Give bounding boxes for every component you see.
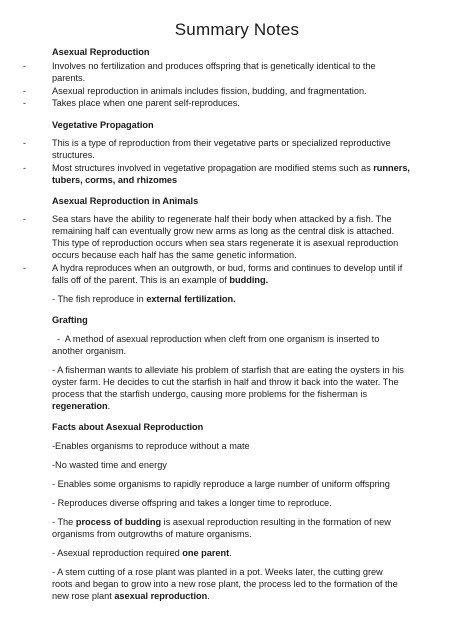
text-line: - Enables some organisms to rapidly reproduce a large number of uniform offspring <box>52 479 390 489</box>
text-line <box>52 590 424 602</box>
page-title: Summary Notes <box>174 20 300 39</box>
text-line: This is a type of reproduction from their vegetative parts or specialized reproductive <box>52 138 391 148</box>
text-line: - A stem cutting of a rose plant was planted in a pot. Weeks later, the cutting grew <box>52 567 383 577</box>
text-line <box>52 547 424 559</box>
text-line: remaining half can eventually grow new arms as long as the central disk is attached. <box>52 226 395 236</box>
heading-asexual-reproduction: Asexual Reproduction <box>52 47 150 57</box>
text-line: process that the starfish undergo, causing more problems for the fisherman is <box>52 389 368 399</box>
bold-term: external fertilization. <box>146 294 236 304</box>
heading-vegetative-propagation: Vegetative Propagation <box>52 120 154 130</box>
bullet-dash: - <box>23 163 27 173</box>
text-line: -No wasted time and energy <box>52 460 167 470</box>
text-line: Sea stars have the ability to regenerate half their body when attacked by a fish. The <box>52 214 392 224</box>
bullet-dash: - <box>23 214 27 224</box>
text-line <box>52 400 424 412</box>
text-run: falls off of the parent. This is an example of <box>52 275 230 285</box>
text-run: - The <box>52 517 76 527</box>
bullet-dash: - <box>23 263 27 273</box>
text-line: This type of reproduction occurs when sea stars regenerate it is asexual reproduction <box>52 238 399 248</box>
text-line: Involves no fertilization and produces offspring that is genetically identical to the <box>52 61 376 71</box>
text-line: organisms from outgrowths of mature organisms. <box>52 529 252 539</box>
text-line: parents. <box>52 73 86 83</box>
bold-term: regeneration <box>52 401 108 411</box>
bold-term: budding. <box>229 275 269 285</box>
bullet-dash: - <box>23 86 27 96</box>
text-line <box>52 162 424 174</box>
text-line: roots and began to grow into a new rose plant, the process led to the formation of the <box>52 579 398 589</box>
text-line: oyster farm. He decides to cut the starfish in half and throw it back into the water. The <box>52 377 399 387</box>
text-run: . <box>229 548 232 558</box>
text-line: another organism. <box>52 346 127 356</box>
text-line: -Enables organisms to reproduce without a mate <box>52 441 250 451</box>
text-run: . <box>107 401 111 411</box>
bullet-dash: - <box>23 98 27 108</box>
text-line: Asexual reproduction in animals includes fission, budding, and fragmentation. <box>52 86 367 96</box>
text-line: occurs because each half has the same genetic information. <box>52 250 297 260</box>
bullet-dash: - <box>23 138 27 148</box>
text-run: new rose plant <box>52 591 115 601</box>
bold-term: process of budding <box>75 517 162 527</box>
heading-asexual-reproduction-animals: Asexual Reproduction in Animals <box>52 196 199 206</box>
bold-term: one parent <box>182 548 230 558</box>
bold-term: asexual reproduction <box>114 591 208 601</box>
heading-grafting: Grafting <box>52 315 88 325</box>
text-run: - Asexual reproduction required <box>52 548 183 558</box>
text-line: - A method of asexual reproduction when cleft from one organism is inserted to <box>52 334 380 344</box>
text-run: . <box>207 591 210 601</box>
bullet-dash: - <box>23 61 27 71</box>
text-line <box>52 274 424 286</box>
text-line <box>52 516 424 528</box>
text-line <box>52 174 424 186</box>
text-line <box>52 293 424 305</box>
text-line: A hydra reproduces when an outgrowth, or bud, forms and continues to develop until if <box>52 263 403 273</box>
text-line: structures. <box>52 150 95 160</box>
text-line: - Reproduces diverse offspring and takes a longer time to reproduce. <box>52 498 332 508</box>
text-run: - The fish reproduce in <box>52 294 147 304</box>
text-line: Takes place when one parent self-reproduces. <box>52 98 240 108</box>
bold-term: tubers, corms, and rhizomes <box>52 175 178 185</box>
text-run: is asexual reproduction resulting in the formation of new <box>161 517 391 527</box>
text-run: Most structures involved in vegetative propagation are modified stems such as <box>52 163 374 173</box>
bold-term: runners, <box>373 163 410 173</box>
heading-facts-asexual-reproduction: Facts about Asexual Reproduction <box>52 422 204 432</box>
text-line: - A fisherman wants to alleviate his problem of starfish that are eating the oysters in his <box>52 365 404 375</box>
